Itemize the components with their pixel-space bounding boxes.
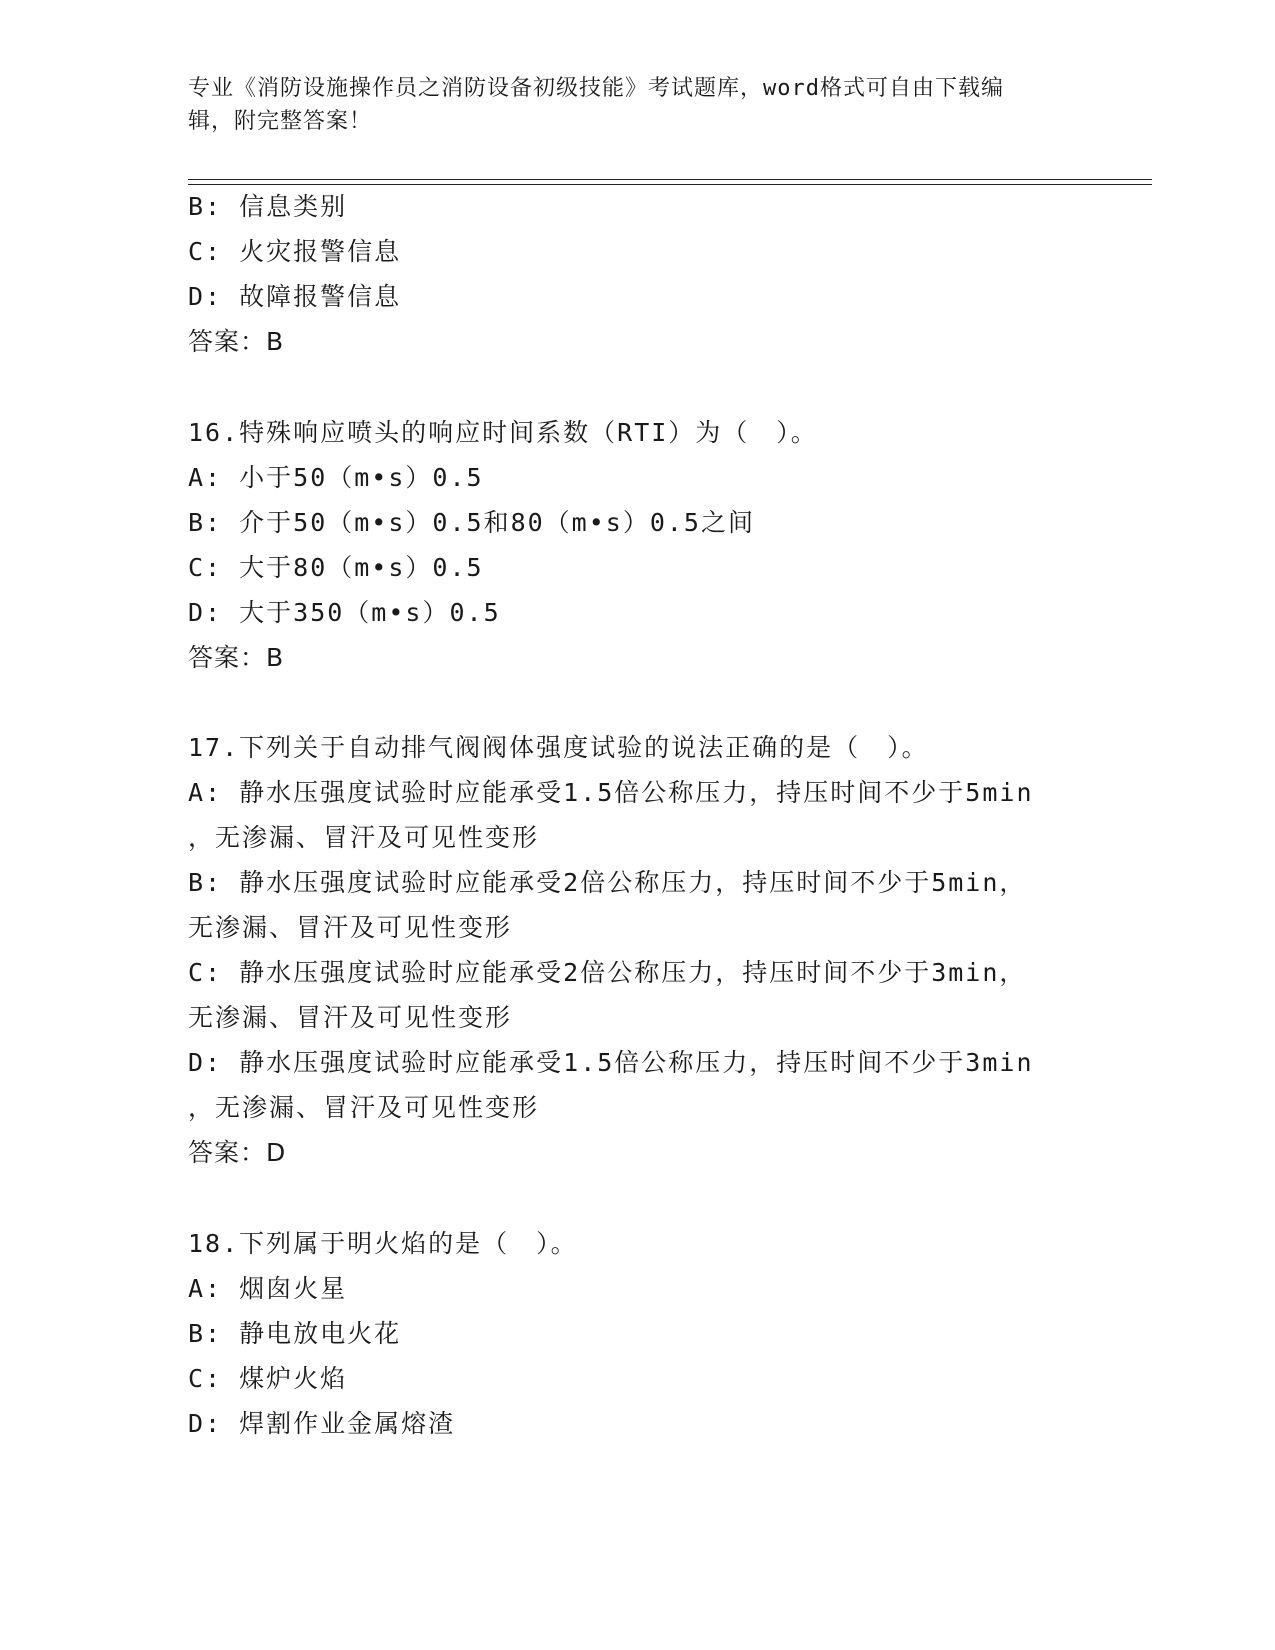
answer-15: 答案：B (188, 327, 285, 356)
option-d: D: 静水压强度试验时应能承受1.5倍公称压力，持压时间不少于3min (188, 1048, 1034, 1077)
option-d: D: 大于350（m•s）0.5 (188, 598, 501, 627)
option-d: D: 焊割作业金属熔渣 (188, 1409, 456, 1438)
option-b-continued: 无渗漏、冒汗及可见性变形 (188, 913, 513, 942)
option-a-continued: ，无渗漏、冒汗及可见性变形 (188, 823, 540, 852)
option-d: D: 故障报警信息 (188, 282, 402, 311)
header-line-1: 专业《消防设施操作员之消防设备初级技能》考试题库，word格式可自由下载编 (188, 76, 1004, 101)
option-c: C: 大于80（m•s）0.5 (188, 553, 484, 582)
option-b: B: 静水压强度试验时应能承受2倍公称压力，持压时间不少于5min， (188, 868, 1027, 897)
option-b: B: 静电放电火花 (188, 1319, 402, 1348)
option-a: A: 小于50（m•s）0.5 (188, 463, 484, 492)
option-b: B: 信息类别 (188, 192, 348, 221)
header-rule-bottom (188, 184, 1152, 185)
header-rule-top (188, 179, 1152, 180)
option-b: B: 介于50（m•s）0.5和80（m•s）0.5之间 (188, 508, 755, 537)
option-c: C: 静水压强度试验时应能承受2倍公称压力，持压时间不少于3min， (188, 958, 1027, 987)
answer-17: 答案：D (188, 1138, 287, 1167)
option-d-continued: ，无渗漏、冒汗及可见性变形 (188, 1093, 540, 1122)
question-16: 16.特殊响应喷头的响应时间系数（RTI）为（ ）。 (188, 418, 818, 447)
option-a: A: 烟囱火星 (188, 1274, 348, 1303)
option-c: C: 煤炉火焰 (188, 1364, 348, 1393)
option-c: C: 火灾报警信息 (188, 237, 402, 266)
document-header (188, 72, 1078, 138)
question-17: 17.下列关于自动排气阀阀体强度试验的说法正确的是（ ）。 (188, 733, 929, 762)
answer-16: 答案：B (188, 643, 285, 672)
header-line-2: 辑，附完整答案！ (188, 109, 373, 134)
option-a: A: 静水压强度试验时应能承受1.5倍公称压力，持压时间不少于5min (188, 778, 1034, 807)
question-18: 18.下列属于明火焰的是（ ）。 (188, 1229, 578, 1258)
option-c-continued: 无渗漏、冒汗及可见性变形 (188, 1003, 513, 1032)
